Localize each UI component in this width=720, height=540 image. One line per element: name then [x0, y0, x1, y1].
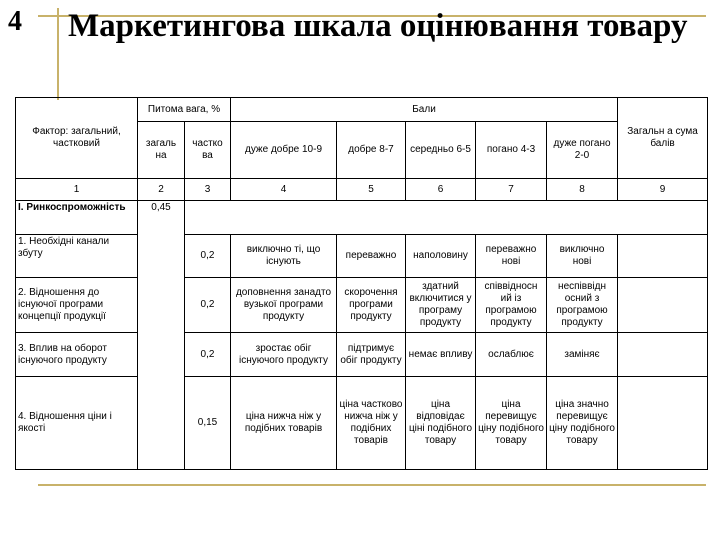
column-number: 4 — [231, 179, 337, 201]
weight-cell: 0,2 — [185, 235, 231, 278]
score-cell: доповнення занадто вузької програми продукту — [231, 278, 337, 333]
score-cell: ціна перевищує ціну подібного товару — [476, 377, 547, 470]
score-cell: скорочення програми продукту — [337, 278, 406, 333]
section-row — [16, 201, 708, 235]
table-row — [16, 235, 708, 278]
factor-cell: 4. Відношення ціни і якості — [16, 377, 138, 470]
table-row — [16, 278, 708, 333]
column-number: 3 — [185, 179, 231, 201]
score-header-good: добре 8-7 — [337, 122, 406, 179]
factor-cell: 1. Необхідні канали збуту — [16, 235, 138, 278]
column-number: 9 — [618, 179, 708, 201]
slide-number: 4 — [8, 6, 22, 37]
score-header-bad: погано 4-3 — [476, 122, 547, 179]
column-number: 7 — [476, 179, 547, 201]
column-numbers-row — [16, 179, 708, 201]
section-name: І. Ринкоспроможність — [16, 201, 138, 235]
score-cell: підтримує обіг продукту — [337, 333, 406, 377]
weight-general-header: загаль на — [138, 122, 185, 179]
score-cell: заміняє — [547, 333, 618, 377]
weight-partial-header: частко ва — [185, 122, 231, 179]
factor-cell: 3. Вплив на оборот існуючого продукту — [16, 333, 138, 377]
decor-line-vertical — [57, 8, 59, 100]
total-cell — [618, 235, 708, 278]
score-cell: переважно нові — [476, 235, 547, 278]
decor-line-bottom — [38, 484, 706, 486]
score-header-very-good: дуже добре 10-9 — [231, 122, 337, 179]
score-cell: неспіввідн осний з програмою продукту — [547, 278, 618, 333]
column-number: 6 — [406, 179, 476, 201]
score-cell: виключно нові — [547, 235, 618, 278]
rating-scale-table — [15, 97, 708, 470]
score-cell: ціна частково нижча ніж у подібних товарів — [337, 377, 406, 470]
factor-cell: 2. Відношення до існуючої програми концепції продукції — [16, 278, 138, 333]
total-cell — [618, 278, 708, 333]
score-cell: зростає обіг існуючого продукту — [231, 333, 337, 377]
column-number: 2 — [138, 179, 185, 201]
score-cell: співвідносн ий із програмою продукту — [476, 278, 547, 333]
score-cell: ціна значно перевищує ціну подібного товару — [547, 377, 618, 470]
scores-header: Бали — [231, 98, 618, 122]
slide-title: Маркетингова шкала оцінювання товару — [68, 8, 688, 44]
column-number: 8 — [547, 179, 618, 201]
score-cell: ослаблює — [476, 333, 547, 377]
score-cell: немає впливу — [406, 333, 476, 377]
score-cell: переважно — [337, 235, 406, 278]
section-general-weight: 0,45 — [138, 201, 185, 470]
score-cell: наполовину — [406, 235, 476, 278]
table-row — [16, 377, 708, 470]
factor-header: Фактор: загальний, частковий — [16, 98, 138, 179]
total-cell — [618, 333, 708, 377]
weight-cell: 0,15 — [185, 377, 231, 470]
weight-cell: 0,2 — [185, 278, 231, 333]
weight-cell: 0,2 — [185, 333, 231, 377]
table-row — [16, 333, 708, 377]
total-cell — [618, 377, 708, 470]
score-cell: виключно ті, що існують — [231, 235, 337, 278]
score-header-average: середньо 6-5 — [406, 122, 476, 179]
column-number: 1 — [16, 179, 138, 201]
score-cell: здатний включитися у програму продукту — [406, 278, 476, 333]
score-header-very-bad: дуже погано 2-0 — [547, 122, 618, 179]
column-number: 5 — [337, 179, 406, 201]
weight-header: Питома вага, % — [138, 98, 231, 122]
score-cell: ціна нижча ніж у подібних товарів — [231, 377, 337, 470]
score-cell: ціна відповідає ціні подібного товару — [406, 377, 476, 470]
total-header: Загальн а сума балів — [618, 98, 708, 179]
